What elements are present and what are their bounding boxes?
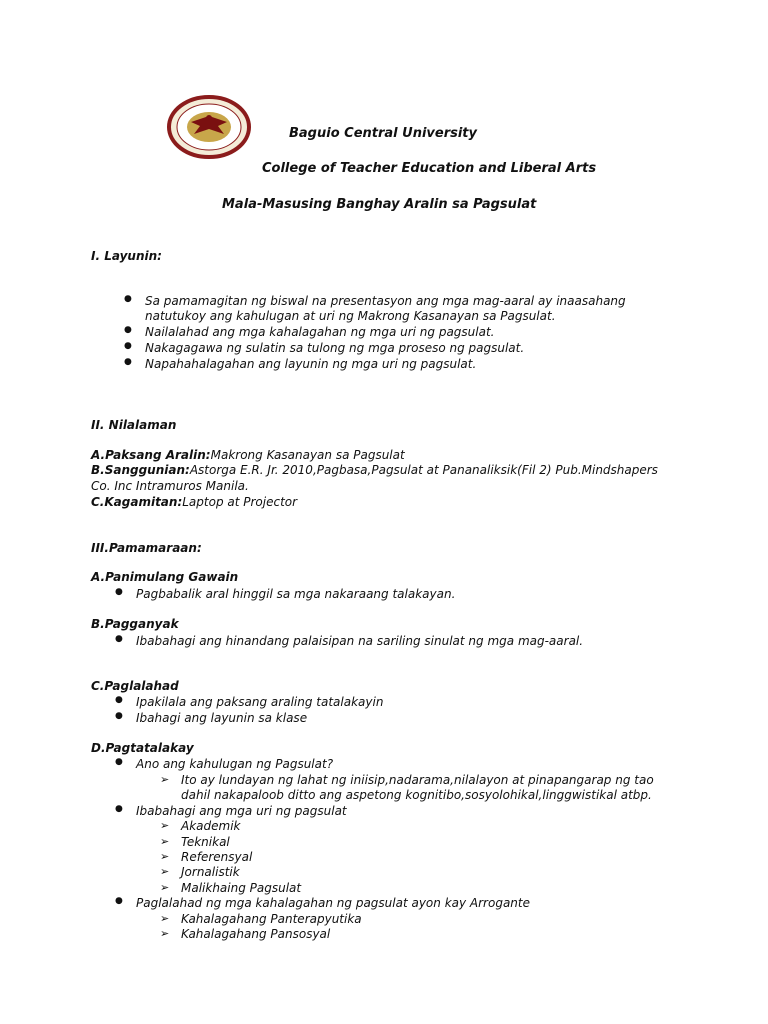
paglalahad-heading: C.Paglalahad xyxy=(91,679,179,693)
layunin-item: ● Napahahalagahan ang layunin ng mga uri ng pagsulat. xyxy=(145,357,476,371)
pamamaraan-heading: III.Pamamaraan: xyxy=(91,541,202,555)
paglalahad-item: ● Ipakilala ang paksang araling tatalakayin xyxy=(136,695,383,709)
pagganyak-item: ● Ibabahagi ang hinandang palaisipan na sariling sinulat ng mga mag-aaral. xyxy=(136,634,583,648)
sanggunian-line xyxy=(91,463,658,477)
layunin-item-cont: natutukoy ang kahulugan at uri ng Makrong Kasanayan sa Pagsulat. xyxy=(145,309,556,323)
kagamitan-label: C.Kagamitan: xyxy=(91,495,183,509)
sanggunian-cont: Co. Inc Intramuros Manila. xyxy=(91,479,249,493)
university-logo xyxy=(166,94,252,160)
panimulang-gawain-heading: A.Panimulang Gawain xyxy=(91,570,239,584)
pagtatalakay-subitem: ➢ Ito ay lundayan ng lahat ng iniisip,nadarama,nilalayon at pinapangarap ng tao xyxy=(181,773,654,787)
pagtatalakay-heading: D.Pagtatalakay xyxy=(91,741,194,755)
kahalagahan-item: ➢ Kahalagahang Pansosyal xyxy=(181,927,330,941)
college-name: College of Teacher Education and Liberal Arts xyxy=(262,161,597,176)
kahalagahan-item: ➢ Kahalagahang Panterapyutika xyxy=(181,912,362,926)
pagtatalakay-item: ● Paglalahad ng mga kahalagahan ng pagsulat ayon kay Arrogante xyxy=(136,896,530,910)
paksa-label: A.Paksang Aralin: xyxy=(91,448,211,462)
sanggunian-value: Astorga E.R. Jr. 2010,Pagbasa,Pagsulat at Pananaliksik(Fil 2) Pub.Mindshapers xyxy=(189,463,658,477)
sanggunian-label: B.Sanggunian: xyxy=(91,463,190,477)
nilalaman-heading: II. Nilalaman xyxy=(91,418,177,432)
university-name: Baguio Central University xyxy=(289,126,477,141)
pagtatalakay-subitem-cont: dahil nakapaloob ditto ang aspetong kognitibo,sosyolohikal,linggwistikal atbp. xyxy=(181,788,652,802)
panimulang-item: ● Pagbabalik aral hinggil sa mga nakaraang talakayan. xyxy=(136,587,455,601)
pagtatalakay-item: ● Ibabahagi ang mga uri ng pagsulat xyxy=(136,804,347,818)
kagamitan-line xyxy=(91,495,297,509)
layunin-item: ● Nailalahad ang mga kahalagahan ng mga uri ng pagsulat. xyxy=(145,325,494,339)
uri-item: ➢ Referensyal xyxy=(181,850,252,864)
paksa-value: Makrong Kasanayan sa Pagsulat xyxy=(210,448,405,462)
layunin-item: ● Nakagagawa ng sulatin sa tulong ng mga proseso ng pagsulat. xyxy=(145,341,524,355)
layunin-heading: I. Layunin: xyxy=(91,249,162,263)
uri-item: ➢ Teknikal xyxy=(181,835,230,849)
uri-item: ➢ Malikhaing Pagsulat xyxy=(181,881,301,895)
pagganyak-heading: B.Pagganyak xyxy=(91,617,179,631)
layunin-item: ● Sa pamamagitan ng biswal na presentasyon ang mga mag-aaral ay inaasahang xyxy=(145,294,626,308)
pagtatalakay-item: ● Ano ang kahulugan ng Pagsulat? xyxy=(136,757,333,771)
uri-item: ➢ Jornalistik xyxy=(181,865,240,879)
document-title: Mala-Masusing Banghay Aralin sa Pagsulat xyxy=(222,197,537,212)
paksa-line xyxy=(91,448,405,462)
uri-item: ➢ Akademik xyxy=(181,819,240,833)
kagamitan-value: Laptop at Projector xyxy=(182,495,298,509)
paglalahad-item: ● Ibahagi ang layunin sa klase xyxy=(136,711,307,725)
